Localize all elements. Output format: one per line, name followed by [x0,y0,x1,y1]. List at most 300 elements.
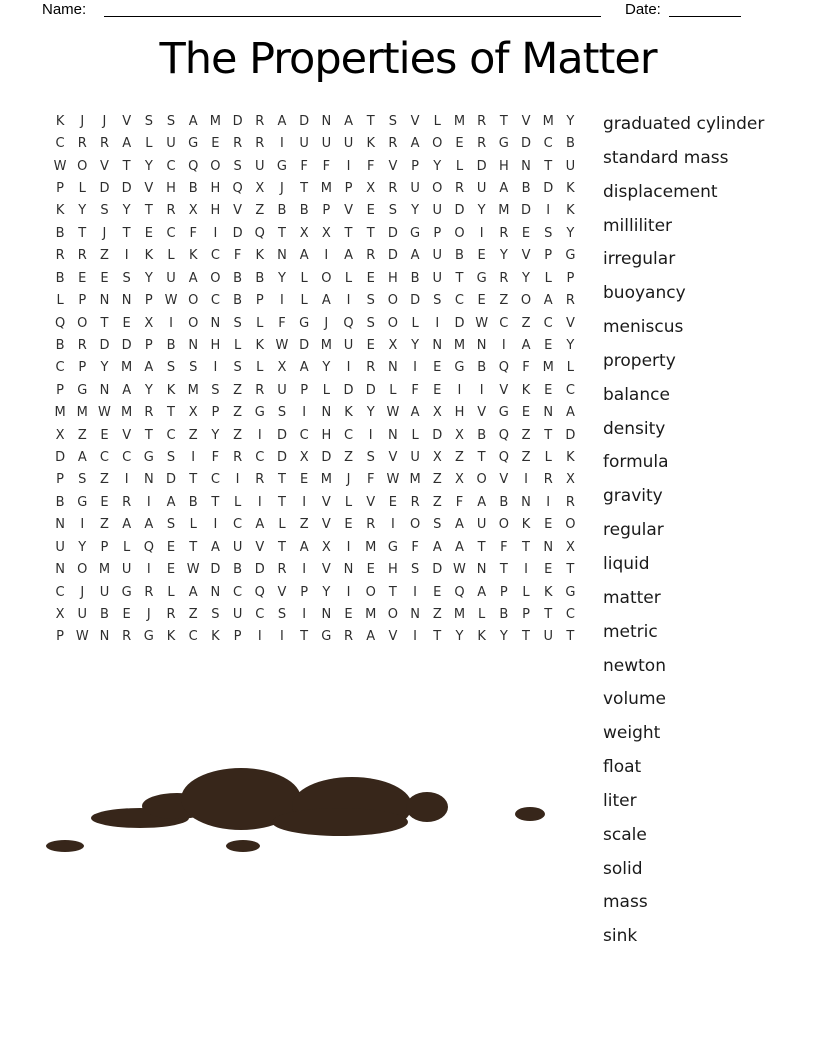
grid-cell-r21c18: D [432,562,443,578]
splatter-droplet-middle [226,840,260,852]
grid-cell-r12c10: L [256,360,264,376]
grid-cell-r23c22: P [522,606,530,622]
grid-cell-r20c5: Q [143,539,154,555]
grid-cell-r19c3: Z [100,517,109,533]
grid-cell-r14c11: S [277,405,287,421]
grid-cell-r4c15: X [366,180,376,196]
grid-cell-r18c20: A [477,494,487,510]
grid-cell-r16c23: L [544,450,552,466]
grid-cell-r20c24: X [565,539,575,555]
grid-cell-r1c15: T [366,113,375,129]
grid-cell-r3c14: I [346,158,351,174]
grid-cell-r11c24: Y [566,337,575,353]
grid-cell-r9c20: E [477,293,486,309]
word-bank-item: liter [603,790,637,811]
grid-cell-r16c10: C [255,450,265,466]
grid-cell-r12c3: Y [100,360,109,376]
grid-cell-r10c23: C [543,315,553,331]
word-bank-item: displacement [603,181,718,202]
grid-cell-r24c2: W [75,629,89,645]
grid-cell-r1c5: S [144,113,153,129]
grid-cell-r6c19: O [454,225,465,241]
grid-cell-r7c24: G [565,248,576,264]
word-bank-item: property [603,350,676,371]
grid-cell-r22c1: C [55,584,65,600]
grid-cell-r9c18: S [433,293,442,309]
grid-cell-r16c2: A [77,450,87,466]
grid-cell-r19c5: A [144,517,154,533]
grid-cell-r24c15: A [366,629,376,645]
grid-cell-r4c6: H [166,180,176,196]
grid-cell-r5c11: B [277,203,287,219]
grid-cell-r17c5: N [143,472,154,488]
grid-cell-r12c17: I [413,360,418,376]
grid-cell-r6c14: T [344,225,353,241]
grid-cell-r2c2: R [77,136,87,152]
grid-cell-r22c24: G [565,584,576,600]
grid-cell-r6c20: I [479,225,484,241]
grid-cell-r14c21: G [498,405,509,421]
grid-cell-r24c4: R [122,629,132,645]
splatter-right-bump [406,792,448,822]
grid-cell-r17c16: W [386,472,400,488]
grid-cell-r3c1: W [53,158,67,174]
grid-cell-r6c13: X [321,225,331,241]
grid-cell-r20c17: F [411,539,419,555]
splatter-bottom-bulge [272,808,408,836]
grid-cell-r21c16: H [388,562,398,578]
grid-cell-r14c3: W [98,405,111,421]
grid-cell-r6c7: F [189,225,197,241]
splatter-droplet-right [515,807,545,821]
grid-cell-r12c2: P [78,360,87,376]
grid-cell-r11c23: E [544,337,553,353]
grid-cell-r21c9: B [233,562,243,578]
grid-cell-r12c15: R [366,360,376,376]
grid-cell-r9c23: A [543,293,553,309]
grid-cell-r15c7: Z [188,427,198,443]
grid-cell-r19c6: S [166,517,176,533]
word-bank-item: meniscus [603,317,684,338]
grid-cell-r8c18: U [432,270,443,286]
grid-cell-r9c9: B [233,293,243,309]
grid-cell-r23c9: U [232,606,243,622]
grid-cell-r3c16: V [388,158,398,174]
grid-cell-r9c8: C [210,293,220,309]
grid-cell-r7c10: K [255,248,265,264]
grid-cell-r17c20: O [476,472,487,488]
grid-cell-r17c23: R [543,472,553,488]
grid-cell-r17c6: D [166,472,177,488]
grid-cell-r9c17: D [410,293,421,309]
grid-cell-r15c21: Q [498,427,509,443]
grid-cell-r2c8: E [211,136,220,152]
grid-cell-r15c1: X [55,427,65,443]
grid-cell-r15c16: N [388,427,398,443]
grid-cell-r8c2: E [78,270,87,286]
grid-cell-r18c7: B [188,494,198,510]
word-bank-item: metric [603,621,658,642]
grid-cell-r6c11: T [277,225,286,241]
grid-cell-r7c2: R [77,248,87,264]
grid-cell-r23c19: M [453,606,466,622]
grid-cell-r14c8: P [211,405,220,421]
grid-cell-r14c17: A [410,405,420,421]
grid-cell-r10c13: J [324,315,329,331]
word-bank-item: milliliter [603,215,673,236]
grid-cell-r24c17: I [413,629,418,645]
grid-cell-r2c7: G [188,136,199,152]
grid-cell-r2c15: K [366,136,375,152]
grid-cell-r12c11: X [277,360,287,376]
grid-cell-r22c15: O [365,584,376,600]
grid-cell-r24c23: U [543,629,553,645]
grid-cell-r22c19: Q [454,584,465,600]
grid-cell-r13c4: A [122,382,132,398]
grid-cell-r9c2: P [78,293,87,309]
grid-cell-r23c6: R [166,606,176,622]
grid-cell-r5c4: Y [122,203,131,219]
grid-cell-r20c11: T [277,539,286,555]
grid-cell-r13c21: V [499,382,509,398]
grid-cell-r18c21: B [499,494,509,510]
grid-cell-r23c11: S [277,606,287,622]
grid-cell-r10c20: W [475,315,489,331]
grid-cell-r8c22: Y [522,270,530,286]
grid-cell-r15c4: V [122,427,132,443]
grid-cell-r21c23: E [544,562,553,578]
grid-cell-r16c8: F [211,450,220,466]
grid-cell-r5c8: H [210,203,221,219]
page-title: The Properties of Matter [159,34,657,84]
grid-cell-r21c12: I [302,562,307,578]
grid-cell-r19c7: L [189,517,197,533]
grid-cell-r2c22: D [521,136,532,152]
grid-cell-r3c21: H [498,158,509,174]
grid-cell-r3c8: O [210,158,221,174]
grid-cell-r3c5: Y [144,158,153,174]
name-fill-line [104,2,601,17]
grid-cell-r9c14: I [346,293,351,309]
grid-cell-r18c10: I [257,494,262,510]
grid-cell-r11c9: L [233,337,242,353]
word-bank [603,108,764,954]
grid-cell-r6c24: Y [566,225,575,241]
grid-cell-r1c6: S [166,113,176,129]
grid-cell-r17c14: J [346,472,351,488]
grid-cell-r22c22: L [522,584,530,600]
grid-cell-r17c22: I [524,472,528,488]
grid-cell-r4c2: L [78,180,86,196]
grid-cell-r13c23: E [544,382,553,398]
grid-cell-r11c2: R [77,337,87,353]
grid-cell-r1c24: Y [566,113,575,129]
grid-cell-r2c23: C [543,136,553,152]
grid-cell-r6c21: R [499,225,509,241]
grid-cell-r16c21: Q [498,450,509,466]
grid-cell-r22c3: U [99,584,110,600]
grid-cell-r7c7: K [188,248,198,264]
grid-cell-r7c11: N [277,248,287,264]
grid-cell-r6c22: E [521,225,531,241]
grid-cell-r3c9: S [233,158,242,174]
grid-cell-r18c13: V [321,494,331,510]
grid-cell-r16c17: U [410,450,420,466]
grid-cell-r6c9: D [232,225,243,241]
grid-cell-r10c21: C [499,315,509,331]
grid-cell-r17c10: R [255,472,265,488]
grid-cell-r2c11: I [280,136,284,152]
grid-cell-r15c5: T [144,427,153,443]
grid-cell-r18c17: R [410,494,420,510]
grid-cell-r1c3: J [102,113,107,129]
grid-cell-r11c5: P [144,337,153,353]
grid-cell-r3c4: T [122,158,131,174]
grid-cell-r4c1: P [56,180,65,196]
grid-cell-r10c22: Z [521,315,531,331]
grid-cell-r20c22: T [522,539,530,555]
grid-cell-r16c7: I [191,450,196,466]
grid-cell-r24c14: R [344,629,354,645]
grid-cell-r11c1: B [55,337,65,353]
grid-cell-r11c15: E [366,337,375,353]
grid-cell-r8c9: B [233,270,243,286]
grid-cell-r20c9: U [232,539,243,555]
grid-cell-r12c21: Q [498,360,509,376]
grid-cell-r2c6: U [166,136,176,152]
grid-cell-r13c20: I [479,382,484,398]
grid-cell-r23c3: B [100,606,109,622]
grid-cell-r1c10: R [255,113,265,129]
grid-cell-r17c15: F [366,472,375,488]
grid-cell-r8c21: R [499,270,509,286]
grid-cell-r23c14: E [344,606,353,622]
grid-cell-r8c13: O [321,270,332,286]
grid-cell-r23c1: X [55,606,65,622]
grid-cell-r21c2: O [77,562,88,578]
grid-cell-r5c19: D [454,203,465,219]
grid-cell-r10c3: T [100,315,109,331]
grid-cell-r1c23: M [542,113,554,129]
grid-cell-r13c6: K [166,382,176,398]
grid-cell-r24c11: I [280,629,284,645]
grid-cell-r23c23: T [544,606,553,622]
grid-cell-r15c10: I [257,427,262,443]
grid-cell-r21c19: W [453,562,466,578]
grid-cell-r18c1: B [55,494,65,510]
grid-cell-r21c20: N [476,562,487,578]
grid-cell-r3c15: F [366,158,375,174]
grid-cell-r18c4: R [122,494,132,510]
grid-cell-r21c1: N [55,562,65,578]
grid-cell-r7c8: C [210,248,220,264]
grid-cell-r8c1: B [55,270,65,286]
grid-cell-r9c19: C [454,293,464,309]
grid-cell-r24c5: G [143,629,154,645]
grid-cell-r13c5: Y [144,382,153,398]
word-bank-item: gravity [603,486,663,507]
grid-cell-r12c7: S [189,360,198,376]
grid-cell-r8c6: U [166,270,176,286]
grid-cell-r15c2: Z [77,427,87,443]
grid-cell-r19c4: A [122,517,132,533]
grid-cell-r1c11: A [277,113,287,129]
grid-cell-r24c18: T [433,629,442,645]
word-bank-item: matter [603,587,661,608]
grid-cell-r7c23: P [544,248,553,264]
grid-cell-r20c4: L [123,539,131,555]
grid-cell-r14c23: N [543,405,554,421]
grid-cell-r5c6: R [166,203,176,219]
grid-cell-r3c3: V [100,158,109,174]
grid-cell-r22c4: G [121,584,132,600]
grid-cell-r16c13: D [321,450,332,466]
grid-cell-r21c5: I [146,562,151,578]
grid-cell-r4c12: T [300,180,309,196]
grid-cell-r18c14: L [344,494,353,510]
grid-cell-r12c24: L [566,360,575,376]
grid-cell-r18c23: I [546,494,551,510]
grid-cell-r16c24: K [566,450,575,466]
grid-cell-r16c11: D [276,450,287,466]
grid-cell-r18c2: G [77,494,88,510]
word-bank-item: volume [603,689,666,710]
grid-cell-r14c12: I [302,405,307,421]
grid-cell-r10c11: F [278,315,286,331]
grid-cell-r6c23: S [544,225,553,241]
grid-cell-r20c21: F [500,539,508,555]
grid-cell-r13c17: F [411,382,419,398]
grid-cell-r10c5: X [144,315,154,331]
grid-cell-r18c15: V [366,494,376,510]
grid-cell-r3c23: T [544,158,553,174]
grid-cell-r12c23: M [542,360,554,376]
grid-cell-r22c18: E [433,584,442,600]
grid-cell-r3c20: D [476,158,487,174]
grid-cell-r19c15: R [366,517,376,533]
grid-cell-r10c19: D [454,315,465,331]
grid-cell-r16c16: V [388,450,398,466]
grid-cell-r14c15: Y [366,405,375,421]
grid-cell-r5c13: P [322,203,331,219]
grid-cell-r2c10: R [255,136,265,152]
grid-cell-r17c17: M [409,472,421,488]
grid-cell-r13c22: K [521,382,531,398]
ink-splatter-illustration [40,755,600,865]
grid-cell-r24c13: G [321,629,332,645]
grid-cell-r14c10: G [254,405,265,421]
grid-cell-r17c2: S [78,472,87,488]
grid-cell-r11c20: N [476,337,487,353]
grid-cell-r23c13: N [321,606,332,622]
grid-cell-r20c16: G [387,539,398,555]
grid-cell-r18c3: E [100,494,109,510]
grid-cell-r9c24: R [565,293,575,309]
grid-cell-r22c16: T [388,584,397,600]
grid-cell-r6c5: E [144,225,153,241]
grid-cell-r12c6: S [166,360,176,376]
date-fill-line [669,2,741,17]
grid-cell-r1c8: M [209,113,222,129]
grid-cell-r12c12: A [299,360,309,376]
grid-cell-r23c20: L [478,606,486,622]
grid-cell-r22c5: R [144,584,154,600]
grid-cell-r7c4: I [124,248,129,264]
grid-cell-r15c3: E [100,427,109,443]
grid-cell-r13c8: S [211,382,220,398]
grid-cell-r21c6: E [166,562,176,578]
grid-cell-r1c18: L [433,113,441,129]
grid-cell-r10c18: I [435,315,440,331]
grid-cell-r21c22: I [524,562,528,578]
grid-cell-r23c17: N [410,606,420,622]
grid-cell-r5c20: Y [477,203,486,219]
grid-cell-r1c7: A [188,113,198,129]
grid-cell-r7c5: K [144,248,154,264]
grid-cell-r3c10: U [255,158,265,174]
grid-cell-r13c11: U [277,382,287,398]
grid-cell-r7c21: Y [499,248,508,264]
grid-cell-r19c22: K [521,517,531,533]
name-label: Name: [42,1,87,18]
grid-cell-r7c1: R [55,248,65,264]
grid-cell-r22c2: J [80,584,85,600]
grid-cell-r11c12: D [299,337,310,353]
grid-cell-r14c1: M [54,405,66,421]
grid-cell-r6c10: Q [254,225,265,241]
grid-cell-r8c23: L [544,270,552,286]
grid-cell-r8c4: S [122,270,131,286]
grid-cell-r22c23: K [543,584,553,600]
grid-cell-r4c22: B [521,180,531,196]
grid-cell-r7c6: L [167,248,175,264]
grid-cell-r3c12: F [300,158,308,174]
grid-cell-r8c19: T [455,270,464,286]
grid-cell-r15c22: Z [521,427,531,443]
grid-cell-r8c7: A [188,270,198,286]
grid-cell-r5c16: S [388,203,398,219]
word-bank-item: mass [603,892,648,913]
grid-cell-r19c12: Z [299,517,309,533]
grid-cell-r5c1: K [55,203,65,219]
grid-cell-r24c6: K [166,629,176,645]
grid-cell-r2c3: R [99,136,109,152]
grid-cell-r19c20: U [476,517,487,533]
grid-cell-r3c7: Q [188,158,199,174]
grid-cell-r18c11: T [277,494,286,510]
grid-cell-r6c8: I [213,225,218,241]
grid-cell-r19c23: E [544,517,553,533]
grid-cell-r20c7: T [189,539,198,555]
grid-cell-r15c12: C [299,427,309,443]
grid-cell-r23c2: U [77,606,88,622]
word-bank-item: formula [603,452,669,473]
grid-cell-r22c12: P [300,584,309,600]
grid-cell-r11c19: M [453,337,466,353]
grid-cell-r14c4: M [121,405,133,421]
grid-cell-r22c14: I [346,584,351,600]
grid-cell-r20c19: A [455,539,464,555]
grid-cell-r21c14: N [343,562,354,578]
grid-cell-r2c24: B [565,136,575,152]
grid-cell-r9c15: S [366,293,375,309]
grid-cell-r13c9: Z [233,382,243,398]
grid-cell-r8c12: L [300,270,308,286]
grid-cell-r1c19: M [453,113,466,129]
grid-cell-r19c24: O [565,517,576,533]
grid-cell-r22c17: I [413,584,418,600]
grid-cell-r1c20: R [477,113,487,129]
